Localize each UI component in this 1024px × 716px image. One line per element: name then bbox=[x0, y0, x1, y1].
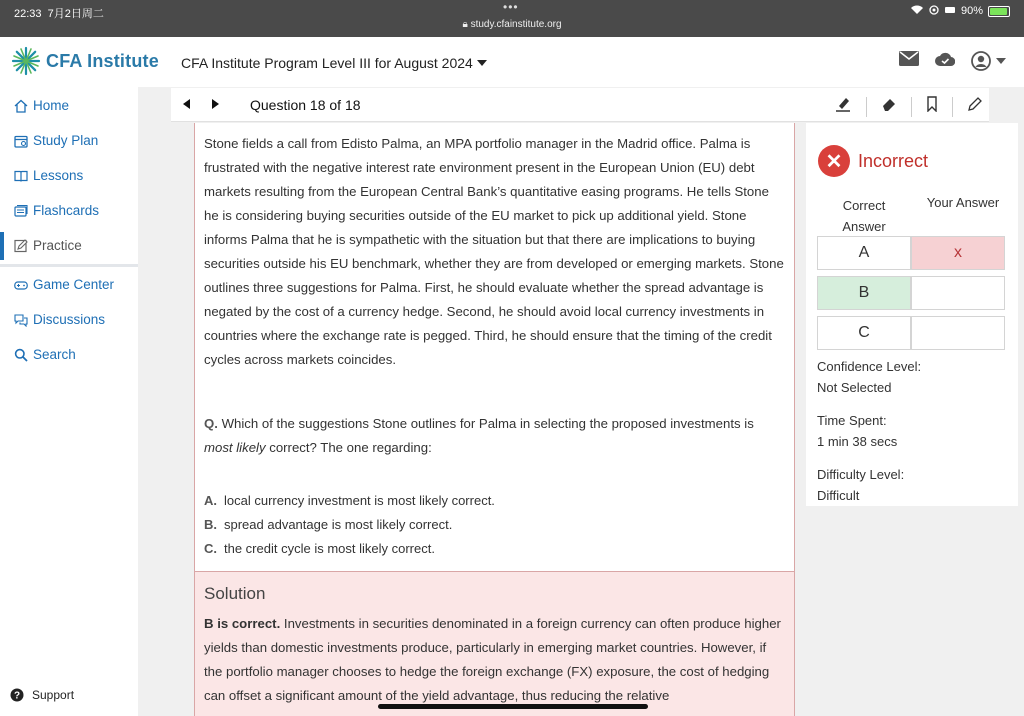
option-c[interactable]: C. the credit cycle is most likely correct. bbox=[204, 541, 435, 556]
correct-answer-header: Correct Answer bbox=[842, 198, 886, 234]
difficulty-level: Difficulty Level: Difficult bbox=[817, 467, 905, 503]
correct-cell-a: A bbox=[817, 236, 911, 270]
active-indicator bbox=[0, 232, 4, 260]
brand-name: CFA Institute bbox=[46, 50, 159, 71]
search-icon bbox=[14, 348, 28, 362]
gamepad-icon bbox=[14, 278, 28, 292]
divider bbox=[952, 97, 953, 117]
result-status bbox=[818, 145, 928, 177]
home-icon bbox=[14, 99, 28, 113]
answer-row-b bbox=[817, 276, 1005, 310]
url-bar[interactable]: 🔒︎ study.cfainstitute.org bbox=[462, 19, 562, 30]
wifi-icon bbox=[910, 4, 924, 18]
chevron-down-icon bbox=[996, 58, 1006, 64]
chat-icon bbox=[14, 313, 28, 327]
sidebar-item-discussions[interactable]: Discussions bbox=[14, 312, 105, 327]
question-panel bbox=[194, 123, 795, 571]
question-counter: Question 18 of 18 bbox=[250, 97, 361, 113]
your-cell-a: x bbox=[911, 236, 1005, 270]
your-answer-header: Your Answer bbox=[926, 195, 1000, 210]
edit-icon bbox=[14, 239, 28, 253]
sidebar-item-practice[interactable]: Practice bbox=[14, 238, 82, 253]
sidebar-divider bbox=[0, 264, 138, 267]
your-cell-b bbox=[911, 276, 1005, 310]
question-toolbar bbox=[171, 88, 989, 122]
sidebar-item-home[interactable]: Home bbox=[14, 98, 69, 113]
sidebar bbox=[0, 87, 138, 716]
battery-percent: 90% bbox=[960, 5, 983, 17]
browser-status-bar bbox=[0, 0, 1024, 37]
cfa-globe-icon bbox=[10, 45, 42, 77]
note-pencil-icon[interactable] bbox=[967, 96, 983, 117]
lock-icon: 🔒︎ bbox=[462, 19, 468, 30]
highlighter-icon[interactable] bbox=[834, 96, 852, 117]
result-panel bbox=[806, 123, 1018, 506]
correct-cell-b: B bbox=[817, 276, 911, 310]
status-indicators bbox=[910, 4, 1010, 18]
question-prompt: Q. Which of the suggestions Stone outlines for Palma in selecting the proposed investments is most likely correct? The one regarding: bbox=[204, 416, 754, 455]
sidebar-item-game-center[interactable]: Game Center bbox=[14, 277, 114, 292]
correct-cell-c: C bbox=[817, 316, 911, 350]
status-time: 22:33 7月2日周二 bbox=[14, 8, 104, 20]
option-a[interactable]: A. local currency investment is most likely correct. bbox=[204, 493, 495, 508]
time-spent: Time Spent: 1 min 38 secs bbox=[817, 413, 898, 449]
eraser-icon[interactable] bbox=[881, 96, 897, 117]
user-avatar-icon bbox=[971, 51, 991, 71]
help-icon bbox=[10, 688, 24, 702]
answer-row-c bbox=[817, 316, 1005, 350]
sidebar-item-lessons[interactable]: Lessons bbox=[14, 168, 83, 183]
book-icon bbox=[14, 169, 28, 183]
divider bbox=[866, 97, 867, 117]
confidence-level: Confidence Level: Not Selected bbox=[817, 359, 922, 395]
answer-options bbox=[204, 489, 495, 561]
svg-text:?: ? bbox=[13, 690, 21, 702]
sidebar-item-flashcards[interactable]: Flashcards bbox=[14, 203, 99, 218]
sidebar-item-search[interactable]: Search bbox=[14, 347, 76, 362]
solution-panel bbox=[194, 571, 795, 716]
app-header bbox=[0, 37, 1024, 87]
program-selector[interactable] bbox=[181, 55, 487, 71]
mail-icon[interactable] bbox=[899, 51, 919, 71]
battery-icon bbox=[988, 6, 1010, 17]
home-indicator[interactable] bbox=[378, 704, 648, 709]
question-stem: Stone fields a call from Edisto Palma, an MPA portfolio manager in the Madrid office. Palma is frustrated with the negative interest rate environment present in the European Union (EU) debt markets resulting from the European Central Bank’s quantitative easing programs. He tells Stone he is considering buying securities outside of the EU market to pick up additional yield. Stone informs Palma that he is sympathetic with the situation but that there are implications to buying securities outside his EU benchmark, whether they are from developed or emerging markets. Stone outlines three suggestions for Palma. First, he should evaluate whether the spread advantage is negated by the cost of a currency hedge. Second, he should avoid local currency investments in countries where the exchange rate is pegged. Third, he should ensure that the timing of the credit cycles across markets coincides. bbox=[204, 136, 784, 367]
solution-title: Solution bbox=[204, 584, 266, 603]
user-menu[interactable] bbox=[971, 51, 1006, 71]
header-actions bbox=[899, 51, 1006, 71]
prev-question-icon[interactable] bbox=[183, 99, 190, 109]
cloud-check-icon[interactable] bbox=[935, 52, 955, 71]
option-b[interactable]: B. spread advantage is most likely correct. bbox=[204, 517, 453, 532]
sidebar-item-study-plan[interactable]: Study Plan bbox=[14, 133, 98, 148]
cards-icon bbox=[14, 204, 28, 218]
answer-row-a bbox=[817, 236, 1005, 270]
next-question-icon[interactable] bbox=[212, 99, 219, 109]
tab-dots[interactable]: ••• bbox=[503, 0, 519, 14]
divider bbox=[911, 97, 912, 117]
calendar-icon bbox=[14, 134, 28, 148]
lock-rotation-icon bbox=[944, 5, 956, 17]
program-label: CFA Institute Program Level III for August 2024 bbox=[181, 55, 473, 71]
location-icon bbox=[929, 5, 939, 18]
cfa-logo[interactable] bbox=[10, 45, 159, 77]
your-cell-c bbox=[911, 316, 1005, 350]
incorrect-icon: ✕ bbox=[818, 145, 850, 177]
solution-text: B is correct. Investments in securities denominated in a foreign currency can often produce higher yields than domestic investments produce, particularly in emerging market countries. However, if the portfolio manager chooses to hedge the foreign exchange (FX) exposure, the cost of hedging can offset a significant amount of the yield advantage, thus reducing the relative bbox=[204, 616, 781, 703]
question-tools bbox=[834, 96, 983, 117]
chevron-down-icon bbox=[477, 60, 487, 66]
bookmark-icon[interactable] bbox=[926, 96, 938, 117]
support-link[interactable]: ? Support bbox=[10, 688, 74, 702]
result-label: Incorrect bbox=[858, 150, 929, 171]
